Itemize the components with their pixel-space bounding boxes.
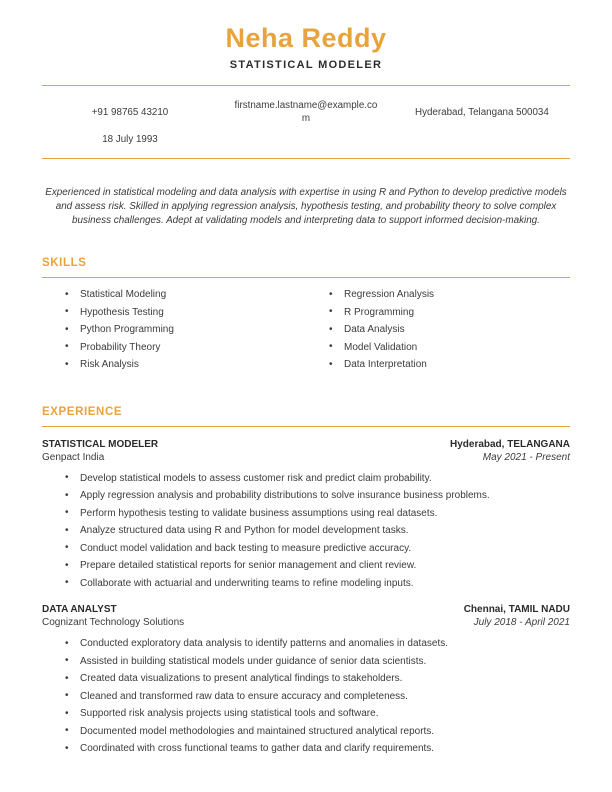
job-company: Genpact India [42, 451, 105, 463]
skills-grid [42, 289, 570, 377]
job-subheader-row [42, 451, 570, 465]
contact-section [42, 86, 570, 158]
job-bullet-list [42, 473, 570, 591]
job-header-row [42, 438, 570, 451]
experience-heading: EXPERIENCE [42, 405, 123, 418]
skills-divider [42, 277, 570, 278]
contact-phone: +91 98765 43210 [91, 106, 169, 118]
job-bullet: • Coordinated with cross functional teams to gather data and clarify requirements. [42, 743, 570, 756]
skill-item: • Statistical Modeling [42, 289, 306, 302]
job-title: STATISTICAL MODELER [42, 438, 159, 450]
experience-section [42, 406, 570, 756]
job-entry [42, 438, 570, 591]
resume-name: Neha Reddy [225, 23, 387, 53]
skill-item: • Python Programming [42, 324, 306, 337]
job-location: Hyderabad, TELANGANA [449, 438, 570, 450]
contact-location: Hyderabad, Telangana 500034 [415, 106, 549, 118]
skill-item: • Data Analysis [306, 324, 570, 337]
job-bullet: • Collaborate with actuarial and underwriting teams to refine modeling inputs. [42, 578, 570, 591]
job-bullet: • Conducted exploratory data analysis to identify patterns and anomalies in datasets. [42, 638, 570, 651]
contact-email [218, 99, 394, 125]
job-bullet: • Created data visualizations to present analytical findings to stakeholders. [42, 673, 570, 686]
skill-item: • Probability Theory [42, 342, 306, 355]
contact-birth-date: 18 July 1993 [102, 134, 158, 145]
job-dates: May 2021 - Present [482, 451, 570, 463]
job-bullet: • Documented model methodologies and maintained structured analytical reports. [42, 726, 570, 739]
job-bullet: • Assisted in building statistical models under guidance of senior data scientists. [42, 656, 570, 669]
job-title: DATA ANALYST [42, 604, 117, 615]
resume-headline: STATISTICAL MODELER [229, 59, 383, 71]
skill-item: • Risk Analysis [42, 359, 306, 372]
professional-summary: Experienced in statistical modeling and data analysis with expertise in using R and Python to develop predictive models and assess risk. Skilled in applying regression analysis, hypothesis testing, and probability theory to solve complex business challenges. Adept at validating models and interpreting data to support informed decision-making. [45, 187, 567, 226]
job-bullet: • Perform hypothesis testing to validate business assumptions using real datasets. [42, 508, 570, 521]
skills-column-left [42, 289, 306, 377]
job-bullet: • Prepare detailed statistical reports for senior management and client review. [42, 560, 570, 573]
job-bullet: • Conduct model validation and back testing to measure predictive accuracy. [42, 543, 570, 556]
experience-divider [42, 426, 570, 427]
skills-column-right [306, 289, 570, 377]
skill-item: • Regression Analysis [306, 289, 570, 302]
job-dates: July 2018 - April 2021 [473, 617, 570, 628]
job-entry [42, 603, 570, 756]
skills-section [42, 257, 570, 377]
job-subheader-row [42, 616, 570, 630]
job-bullet: • Analyze structured data using R and Python for model development tasks. [42, 525, 570, 538]
job-bullet: • Supported risk analysis projects using statistical tools and software. [42, 708, 570, 721]
skills-heading: SKILLS [42, 257, 87, 269]
skill-item: • Hypothesis Testing [42, 307, 306, 320]
header-divider-bottom [42, 158, 570, 159]
contact-email-text: firstname.lastname@example.com [234, 100, 378, 124]
job-bullet: • Cleaned and transformed raw data to ensure accuracy and completeness. [42, 691, 570, 704]
job-bullet-list [42, 638, 570, 756]
skill-item: • Model Validation [306, 342, 570, 355]
job-company: Cognizant Technology Solutions [42, 617, 185, 628]
job-header-row [42, 603, 570, 616]
job-bullet: • Apply regression analysis and probability distributions to solve insurance business problems. [42, 490, 570, 503]
job-location: Chennai, TAMIL NADU [463, 604, 570, 615]
skill-item: • R Programming [306, 307, 570, 320]
skill-item: • Data Interpretation [306, 359, 570, 372]
job-bullet: • Develop statistical models to assess customer risk and predict claim probability. [42, 473, 570, 486]
